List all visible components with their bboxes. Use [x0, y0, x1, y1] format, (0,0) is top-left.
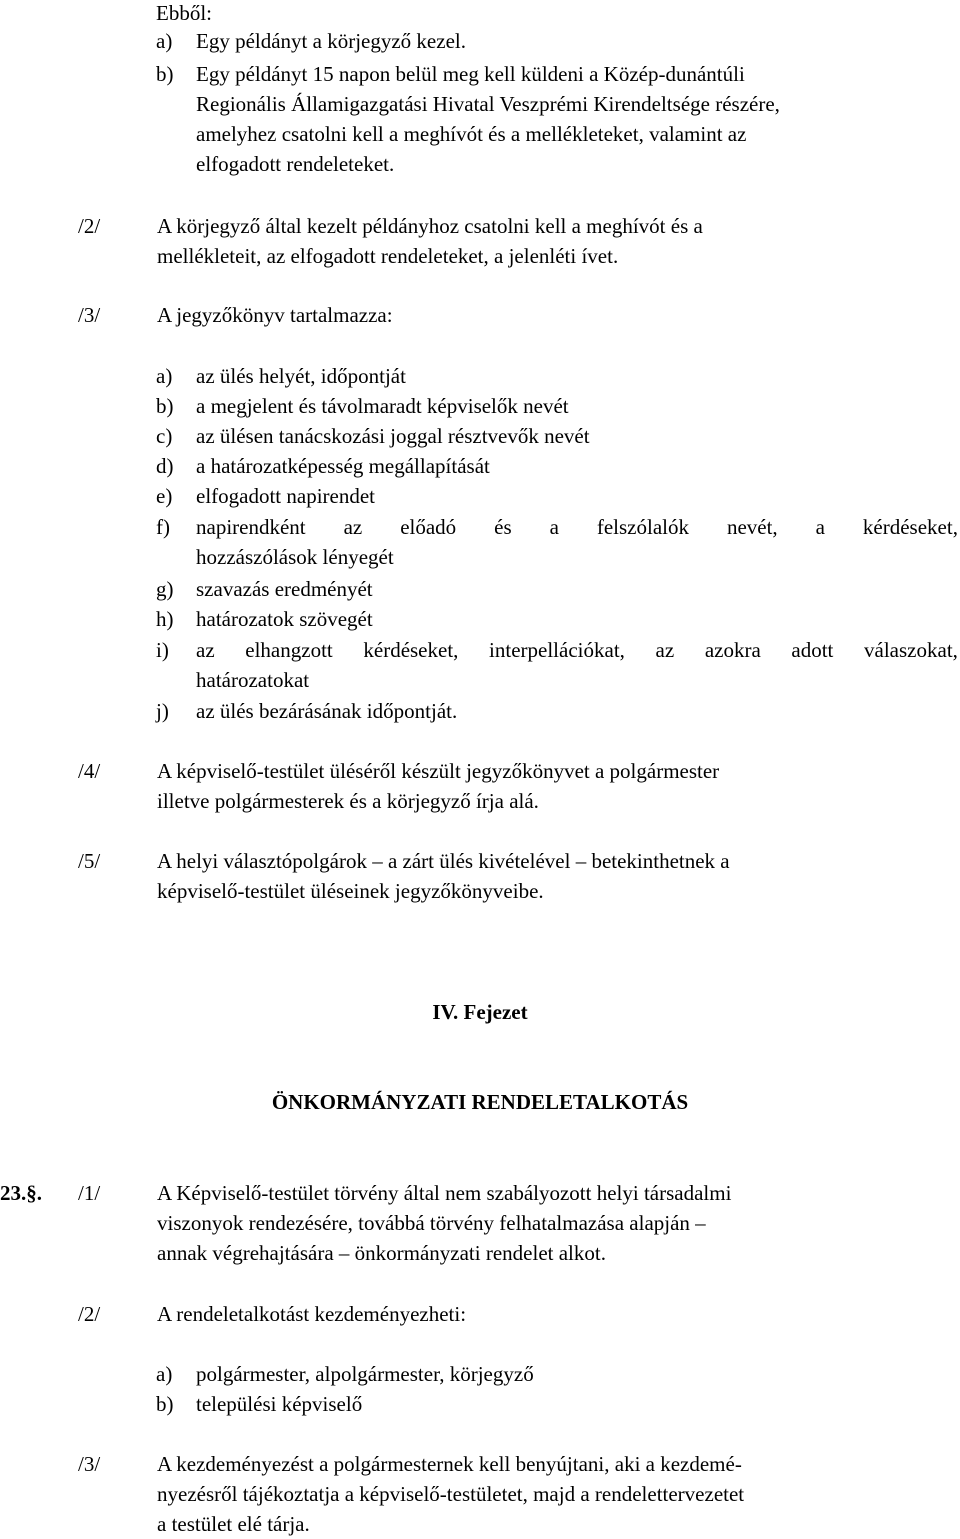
list-item-text: határozatok szövegét [196, 607, 373, 631]
justified-word: felszólalók [596, 515, 689, 539]
section-number: 23.§. [0, 1181, 42, 1205]
list-item-label: a) [156, 364, 173, 388]
paragraph-text: A kezdeményezést a polgármesternek kell benyújtani, aki a kezdemé- [157, 1452, 742, 1476]
paragraph-text: A képviselő-testület üléséről készült jegyzőkönyvet a polgármester [157, 759, 720, 783]
list-item-text: a megjelent és távolmaradt képviselők nevét [196, 394, 569, 418]
paragraph-number: /1/ [78, 1181, 101, 1205]
paragraph-number: /2/ [78, 1302, 101, 1326]
paragraph-text: A helyi választópolgárok – a zárt ülés kivételével – betekinthetnek a [157, 849, 730, 873]
list-item-label: b) [156, 394, 174, 418]
paragraph-text: mellékleteit, az elfogadott rendeleteket, a jelenléti ívet. [157, 244, 619, 268]
list-item-text: Regionális Államigazgatási Hivatal Veszprémi Kirendeltsége részére, [196, 92, 780, 116]
list-item-text: szavazás eredményét [196, 577, 373, 601]
justified-word: nevét, [726, 515, 778, 539]
list-item-text: elfogadott napirendet [196, 484, 376, 508]
justified-word: a [815, 515, 825, 539]
justified-word: a [549, 515, 559, 539]
paragraph-text: annak végrehajtására – önkormányzati rendelet alkot. [157, 1241, 606, 1265]
justified-word: napirendként [196, 515, 306, 539]
paragraph-text: A körjegyző által kezelt példányhoz csatolni kell a meghívót és a [157, 214, 703, 238]
list-item-label: d) [156, 454, 174, 478]
list-item-label: j) [156, 699, 169, 723]
paragraph-text: A Képviselő-testület törvény által nem szabályozott helyi társadalmi [157, 1181, 732, 1205]
paragraph-number: /2/ [78, 214, 101, 238]
justified-word: elhangzott [245, 638, 333, 662]
list-item-label: e) [156, 484, 173, 508]
justified-word: előadó [400, 515, 457, 539]
chapter-subtitle: ÖNKORMÁNYZATI RENDELETALKOTÁS [271, 1090, 689, 1114]
list-item-text: az ülés helyét, időpontját [196, 364, 406, 388]
paragraph-text: nyezésről tájékoztatja a képviselő-testületet, majd a rendelettervezetet [157, 1482, 745, 1506]
list-item-label: b) [156, 1392, 174, 1416]
paragraph-text: képviselő-testület üléseinek jegyzőkönyveibe. [157, 879, 544, 903]
justified-word: az [655, 638, 675, 662]
justified-word: adott [791, 638, 834, 662]
justified-word: azokra [704, 638, 761, 662]
list-item-label: c) [156, 424, 173, 448]
paragraph-text: illetve polgármesterek és a körjegyző írja alá. [157, 789, 539, 813]
list-item-text: polgármester, alpolgármester, körjegyző [196, 1362, 534, 1386]
justified-word: kérdéseket, [862, 515, 958, 539]
justified-word: az [196, 638, 215, 662]
list-item-text: határozatokat [196, 668, 310, 692]
list-item-text: települési képviselő [196, 1392, 363, 1416]
list-item-text: Egy példányt 15 napon belül meg kell küldeni a Közép-dunántúli [196, 62, 745, 86]
list-item-text: amelyhez csatolni kell a meghívót és a mellékleteket, valamint az [196, 122, 747, 146]
paragraph-number: /3/ [78, 1452, 101, 1476]
justified-word: az [343, 515, 363, 539]
justified-word: kérdéseket, [363, 638, 459, 662]
intro-ebbol: Ebből: [156, 1, 212, 25]
paragraph-number: /4/ [78, 759, 101, 783]
chapter-title: IV. Fejezet [432, 1000, 528, 1024]
paragraph-text: A rendeletalkotást kezdeményezheti: [157, 1302, 467, 1326]
paragraph-text: A jegyzőkönyv tartalmazza: [157, 303, 393, 327]
paragraph-number: /5/ [78, 849, 101, 873]
list-item-text: elfogadott rendeleteket. [196, 152, 395, 176]
list-item-text-justified [196, 514, 958, 540]
list-item-label: g) [156, 577, 174, 601]
list-item-text: Egy példányt a körjegyző kezel. [196, 29, 466, 53]
paragraph-text: viszonyok rendezésére, továbbá törvény felhatalmazása alapján – [157, 1211, 706, 1235]
justified-word: és [494, 515, 512, 539]
paragraph-text: a testület elé tárja. [157, 1512, 310, 1536]
list-item-text: az ülésen tanácskozási joggal résztvevők nevét [196, 424, 590, 448]
list-item-label: b) [156, 62, 174, 86]
list-item-label: h) [156, 607, 174, 631]
list-item-text: az ülés bezárásának időpontját. [196, 699, 458, 723]
list-item-text: hozzászólások lényegét [196, 545, 394, 569]
justified-word: válaszokat, [864, 638, 958, 662]
list-item-label: i) [156, 638, 169, 662]
paragraph-number: /3/ [78, 303, 101, 327]
list-item-text-justified [196, 637, 958, 663]
list-item-label: a) [156, 1362, 173, 1386]
justified-word: interpellációkat, [489, 638, 625, 662]
list-item-label: a) [156, 29, 173, 53]
list-item-label: f) [156, 515, 170, 539]
list-item-text: a határozatképesség megállapítását [196, 454, 490, 478]
